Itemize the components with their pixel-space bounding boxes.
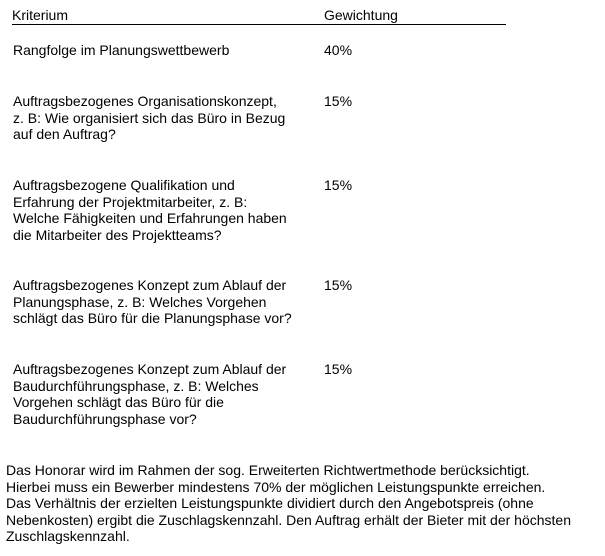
criterion-cell	[13, 277, 313, 327]
note-line: Zuschlagskennzahl.	[6, 528, 130, 545]
note-line: Nebenkosten) ergibt die Zuschlagskennzahl. Den Auftrag erhält der Bieter mit der höchsten	[6, 511, 571, 528]
criterion-text: Vorgehen schlägt das Büro für die	[13, 394, 224, 411]
criterion-text: z. B: Wie organisiert sich das Büro in Bezug	[13, 109, 286, 126]
note-line: Das Verhältnis der erzielten Leistungspunkte dividiert durch den Angebotspreis (ohne	[6, 495, 534, 512]
criterion-text: Baudurchführungsphase, z. B: Welches	[13, 377, 259, 394]
criterion-text: Planungsphase, z. B: Welches Vorgehen	[13, 293, 267, 310]
criterion-cell	[13, 361, 313, 427]
header-criterion: Kriterium	[12, 7, 69, 23]
criterion-text: Rangfolge im Planungswettbewerb	[13, 42, 230, 58]
weight-cell: 15%	[324, 177, 353, 193]
criteria-table	[12, 7, 506, 427]
criterion-text: auf den Auftrag?	[13, 126, 116, 143]
criterion-text: Auftragsbezogenes Organisationskonzept,	[13, 93, 277, 109]
weight-cell: 15%	[324, 277, 353, 293]
criterion-cell	[13, 42, 313, 59]
criterion-text: Auftragsbezogenes Konzept zum Ablauf der	[13, 277, 287, 293]
criterion-text: Auftragsbezogene Qualifikation und	[13, 177, 235, 193]
header-weight: Gewichtung	[324, 7, 398, 23]
weight-cell: 15%	[324, 93, 353, 109]
note-line: Hierbei muss ein Bewerber mindestens 70% der möglichen Leistungspunkte erreichen.	[6, 478, 546, 495]
criterion-text: Baudurchführungsphase vor?	[13, 410, 197, 427]
criterion-text: schlägt das Büro für die Planungsphase vor?	[13, 310, 292, 327]
note-line: Das Honorar wird im Rahmen der sog. Erweiterten Richtwertmethode berücksichtigt.	[6, 462, 530, 478]
criterion-cell	[13, 177, 313, 243]
table-header	[12, 7, 506, 25]
criterion-text: Erfahrung der Projektmitarbeiter, z. B:	[13, 193, 248, 210]
weight-cell: 40%	[324, 42, 353, 58]
criterion-text: Auftragsbezogenes Konzept zum Ablauf der	[13, 361, 287, 377]
fee-note-paragraph	[6, 462, 602, 545]
criterion-text: Welche Fähigkeiten und Erfahrungen haben	[13, 210, 287, 227]
criterion-text: die Mitarbeiter des Projektteams?	[13, 226, 222, 243]
criterion-cell	[13, 93, 313, 143]
weight-cell: 15%	[324, 361, 353, 377]
